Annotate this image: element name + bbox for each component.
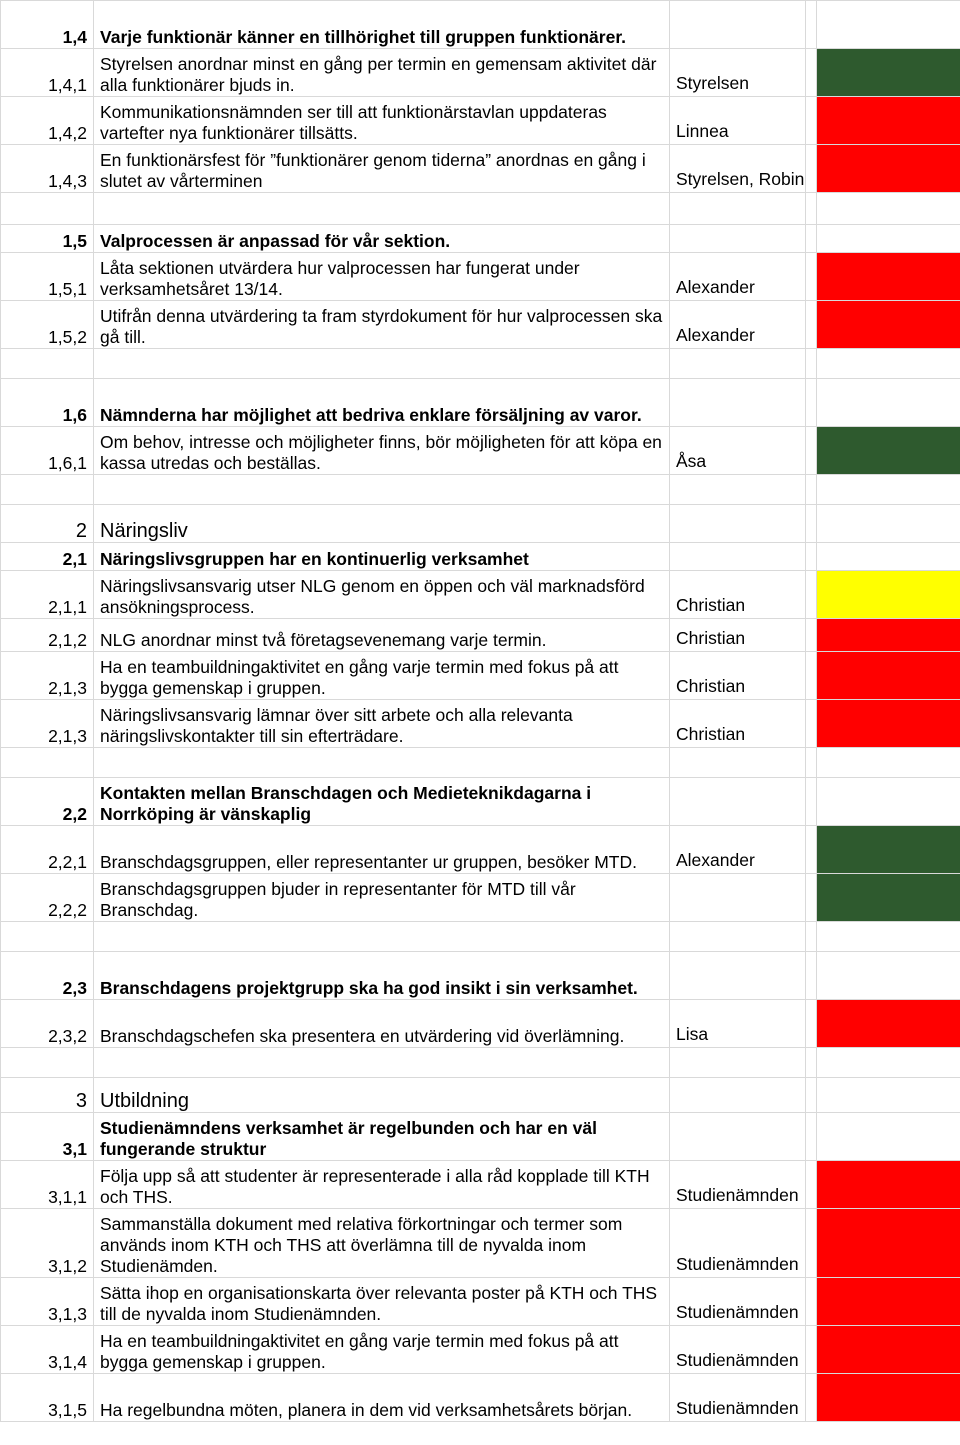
- spacer-cell: [806, 505, 817, 543]
- table-row: [1, 1048, 960, 1078]
- status-indicator: [817, 619, 960, 652]
- goal-description: Valprocessen är anpassad för vår sektion.: [94, 225, 670, 253]
- goal-number: [1, 922, 94, 952]
- goal-description: Kommunikationsnämnden ser till att funktionärstavlan uppdateras vartefter nya funktionärer tillsätts.: [94, 97, 670, 145]
- table-row: [1, 1113, 960, 1161]
- goal-description: Låta sektionen utvärdera hur valprocessen har fungerat under verksamhetsåret 13/14.: [94, 253, 670, 301]
- table-row: [1, 874, 960, 922]
- responsible-person: Christian: [670, 652, 806, 700]
- responsible-person: [670, 1113, 806, 1161]
- table-row: [1, 1374, 960, 1422]
- goal-number: 1,6: [1, 379, 94, 427]
- goal-description: Varje funktionär känner en tillhörighet till gruppen funktionärer.: [94, 1, 670, 49]
- status-indicator: [817, 543, 960, 571]
- goal-description: Ha en teambuildningaktivitet en gång varje termin med fokus på att bygga gemenskap i gruppen.: [94, 1326, 670, 1374]
- status-indicator: [817, 505, 960, 543]
- responsible-person: [670, 778, 806, 826]
- spacer-cell: [806, 253, 817, 301]
- goal-description: Utifrån denna utvärdering ta fram styrdokument för hur valprocessen ska gå till.: [94, 301, 670, 349]
- responsible-person: [670, 952, 806, 1000]
- goal-number: 1,4: [1, 1, 94, 49]
- status-indicator: [817, 748, 960, 778]
- goal-description: [94, 922, 670, 952]
- responsible-person: Studienämnden: [670, 1161, 806, 1209]
- responsible-person: Åsa: [670, 427, 806, 475]
- status-indicator: [817, 145, 960, 193]
- responsible-person: Studienämnden: [670, 1326, 806, 1374]
- responsible-person: Linnea: [670, 97, 806, 145]
- goal-number: 2,2: [1, 778, 94, 826]
- goal-number: [1, 1048, 94, 1078]
- status-indicator: [817, 1, 960, 49]
- spacer-cell: [806, 379, 817, 427]
- spacer-cell: [806, 778, 817, 826]
- table-row: [1, 826, 960, 874]
- status-indicator: [817, 1161, 960, 1209]
- table-row: [1, 427, 960, 475]
- responsible-person: Studienämnden: [670, 1374, 806, 1422]
- goal-number: 3,1,3: [1, 1278, 94, 1326]
- status-indicator: [817, 874, 960, 922]
- goal-number: 3: [1, 1078, 94, 1113]
- goal-number: 2,1: [1, 543, 94, 571]
- responsible-person: [670, 874, 806, 922]
- table-row: [1, 505, 960, 543]
- responsible-person: [670, 349, 806, 379]
- goal-description: Näringsliv: [94, 505, 670, 543]
- goal-number: 1,4,2: [1, 97, 94, 145]
- spacer-cell: [806, 349, 817, 379]
- responsible-person: [670, 379, 806, 427]
- goal-number: [1, 748, 94, 778]
- goal-description: [94, 193, 670, 225]
- status-indicator: [817, 1048, 960, 1078]
- goal-description: Branschdagsgruppen bjuder in representanter för MTD till vår Branschdag.: [94, 874, 670, 922]
- table-row: [1, 748, 960, 778]
- goal-description: Sammanställa dokument med relativa förkortningar och termer som används inom KTH och THS att överlämna till de nyvalda inom Studienämden.: [94, 1209, 670, 1278]
- goal-number: 2: [1, 505, 94, 543]
- responsible-person: [670, 543, 806, 571]
- table-row: [1, 922, 960, 952]
- table-row: [1, 379, 960, 427]
- spacer-cell: [806, 1161, 817, 1209]
- status-indicator: [817, 49, 960, 97]
- goal-number: 3,1,1: [1, 1161, 94, 1209]
- goal-description: Branschdagsgruppen, eller representanter ur gruppen, besöker MTD.: [94, 826, 670, 874]
- responsible-person: [670, 1078, 806, 1113]
- goal-number: 1,4,3: [1, 145, 94, 193]
- responsible-person: Christian: [670, 571, 806, 619]
- table-row: [1, 1161, 960, 1209]
- goal-description: [94, 1048, 670, 1078]
- spreadsheet-body: [1, 1, 960, 1422]
- status-indicator: [817, 97, 960, 145]
- goal-number: 1,5: [1, 225, 94, 253]
- responsible-person: Alexander: [670, 826, 806, 874]
- goal-number: 1,5,1: [1, 253, 94, 301]
- table-row: [1, 1326, 960, 1374]
- spacer-cell: [806, 427, 817, 475]
- table-row: [1, 652, 960, 700]
- goal-number: 3,1,5: [1, 1374, 94, 1422]
- table-row: [1, 1209, 960, 1278]
- spacer-cell: [806, 1078, 817, 1113]
- table-row: [1, 700, 960, 748]
- goal-description: Näringslivsansvarig utser NLG genom en öppen och väl marknadsförd ansökningsprocess.: [94, 571, 670, 619]
- goal-description: Om behov, intresse och möjligheter finns, bör möjligheten för att köpa en kassa utredas och beställas.: [94, 427, 670, 475]
- goal-number: 1,6,1: [1, 427, 94, 475]
- status-indicator: [817, 1326, 960, 1374]
- goal-number: 2,1,3: [1, 700, 94, 748]
- status-indicator: [817, 379, 960, 427]
- goal-description: Ha regelbundna möten, planera in dem vid verksamhetsårets början.: [94, 1374, 670, 1422]
- responsible-person: Studienämnden: [670, 1209, 806, 1278]
- goal-description: Nämnderna har möjlighet att bedriva enklare försäljning av varor.: [94, 379, 670, 427]
- status-indicator: [817, 1113, 960, 1161]
- table-row: [1, 778, 960, 826]
- goal-number: 1,5,2: [1, 301, 94, 349]
- goal-description: Sätta ihop en organisationskarta över relevanta poster på KTH och THS till de nyvalda inom Studienämnden.: [94, 1278, 670, 1326]
- goal-number: 2,2,2: [1, 874, 94, 922]
- responsible-person: Alexander: [670, 301, 806, 349]
- spacer-cell: [806, 874, 817, 922]
- goal-number: 2,3: [1, 952, 94, 1000]
- spacer-cell: [806, 301, 817, 349]
- table-row: [1, 97, 960, 145]
- goal-description: En funktionärsfest för ”funktionärer genom tiderna” anordnas en gång i slutet av vårterminen: [94, 145, 670, 193]
- responsible-person: [670, 475, 806, 505]
- goal-description: Ha en teambuildningaktivitet en gång varje termin med fokus på att bygga gemenskap i gruppen.: [94, 652, 670, 700]
- status-indicator: [817, 427, 960, 475]
- goal-description: Studienämndens verksamhet är regelbunden och har en väl fungerande struktur: [94, 1113, 670, 1161]
- responsible-person: [670, 193, 806, 225]
- responsible-person: Lisa: [670, 1000, 806, 1048]
- table-row: [1, 1000, 960, 1048]
- goal-description: Näringslivsansvarig lämnar över sitt arbete och alla relevanta näringslivskontakter till sin efterträdare.: [94, 700, 670, 748]
- responsible-person: [670, 1048, 806, 1078]
- goal-number: [1, 193, 94, 225]
- goal-number: 3,1,2: [1, 1209, 94, 1278]
- table-row: [1, 475, 960, 505]
- table-row: [1, 1078, 960, 1113]
- status-indicator: [817, 225, 960, 253]
- spacer-cell: [806, 1326, 817, 1374]
- spacer-cell: [806, 475, 817, 505]
- spacer-cell: [806, 571, 817, 619]
- table-row: [1, 349, 960, 379]
- spacer-cell: [806, 1, 817, 49]
- status-indicator: [817, 826, 960, 874]
- table-row: [1, 145, 960, 193]
- spacer-cell: [806, 952, 817, 1000]
- spacer-cell: [806, 1048, 817, 1078]
- status-indicator: [817, 952, 960, 1000]
- goal-number: [1, 475, 94, 505]
- spacer-cell: [806, 826, 817, 874]
- spacer-cell: [806, 1374, 817, 1422]
- status-indicator: [817, 1078, 960, 1113]
- status-indicator: [817, 1209, 960, 1278]
- spacer-cell: [806, 652, 817, 700]
- goal-number: 2,1,1: [1, 571, 94, 619]
- goal-description: Styrelsen anordnar minst en gång per termin en gemensam aktivitet där alla funktionärer bjuds in.: [94, 49, 670, 97]
- goal-description: [94, 748, 670, 778]
- spacer-cell: [806, 145, 817, 193]
- responsible-person: Styrelsen: [670, 49, 806, 97]
- status-indicator: [817, 922, 960, 952]
- responsible-person: Alexander: [670, 253, 806, 301]
- table-row: [1, 49, 960, 97]
- goal-description: NLG anordnar minst två företagsevenemang varje termin.: [94, 619, 670, 652]
- status-indicator: [817, 253, 960, 301]
- goal-description: Branschdagschefen ska presentera en utvärdering vid överlämning.: [94, 1000, 670, 1048]
- goal-description: Följa upp så att studenter är representerade i alla råd kopplade till KTH och THS.: [94, 1161, 670, 1209]
- goal-description: Utbildning: [94, 1078, 670, 1113]
- responsible-person: Christian: [670, 619, 806, 652]
- goal-number: [1, 349, 94, 379]
- responsible-person: [670, 748, 806, 778]
- responsible-person: Studienämnden: [670, 1278, 806, 1326]
- spacer-cell: [806, 922, 817, 952]
- responsible-person: Christian: [670, 700, 806, 748]
- spacer-cell: [806, 1278, 817, 1326]
- goal-number: 3,1: [1, 1113, 94, 1161]
- goal-number: 2,1,3: [1, 652, 94, 700]
- spacer-cell: [806, 1113, 817, 1161]
- spacer-cell: [806, 193, 817, 225]
- responsible-person: Styrelsen, Robin: [670, 145, 806, 193]
- status-indicator: [817, 652, 960, 700]
- goal-description: Kontakten mellan Branschdagen och Medieteknikdagarna i Norrköping är vänskaplig: [94, 778, 670, 826]
- goal-description: [94, 349, 670, 379]
- status-indicator: [817, 1278, 960, 1326]
- spacer-cell: [806, 748, 817, 778]
- responsible-person: [670, 505, 806, 543]
- responsible-person: [670, 922, 806, 952]
- responsible-person: [670, 1, 806, 49]
- status-indicator: [817, 475, 960, 505]
- status-indicator: [817, 1000, 960, 1048]
- goal-number: 1,4,1: [1, 49, 94, 97]
- spacer-cell: [806, 49, 817, 97]
- table-row: [1, 1278, 960, 1326]
- spacer-cell: [806, 543, 817, 571]
- goal-number: 2,2,1: [1, 826, 94, 874]
- spacer-cell: [806, 225, 817, 253]
- goal-number: 2,3,2: [1, 1000, 94, 1048]
- goal-number: 3,1,4: [1, 1326, 94, 1374]
- table-row: [1, 301, 960, 349]
- table-row: [1, 571, 960, 619]
- table-row: [1, 253, 960, 301]
- goal-description: Näringslivsgruppen har en kontinuerlig verksamhet: [94, 543, 670, 571]
- spacer-cell: [806, 619, 817, 652]
- spacer-cell: [806, 1209, 817, 1278]
- status-indicator: [817, 571, 960, 619]
- status-indicator: [817, 700, 960, 748]
- spacer-cell: [806, 1000, 817, 1048]
- goal-description: [94, 475, 670, 505]
- spacer-cell: [806, 700, 817, 748]
- table-row: [1, 193, 960, 225]
- table-row: [1, 225, 960, 253]
- table-row: [1, 952, 960, 1000]
- spacer-cell: [806, 97, 817, 145]
- status-indicator: [817, 301, 960, 349]
- status-indicator: [817, 778, 960, 826]
- goal-description: Branschdagens projektgrupp ska ha god insikt i sin verksamhet.: [94, 952, 670, 1000]
- table-row: [1, 543, 960, 571]
- status-indicator: [817, 1374, 960, 1422]
- responsible-person: [670, 225, 806, 253]
- table-row: [1, 1, 960, 49]
- table-row: [1, 619, 960, 652]
- status-indicator: [817, 349, 960, 379]
- status-indicator: [817, 193, 960, 225]
- goal-number: 2,1,2: [1, 619, 94, 652]
